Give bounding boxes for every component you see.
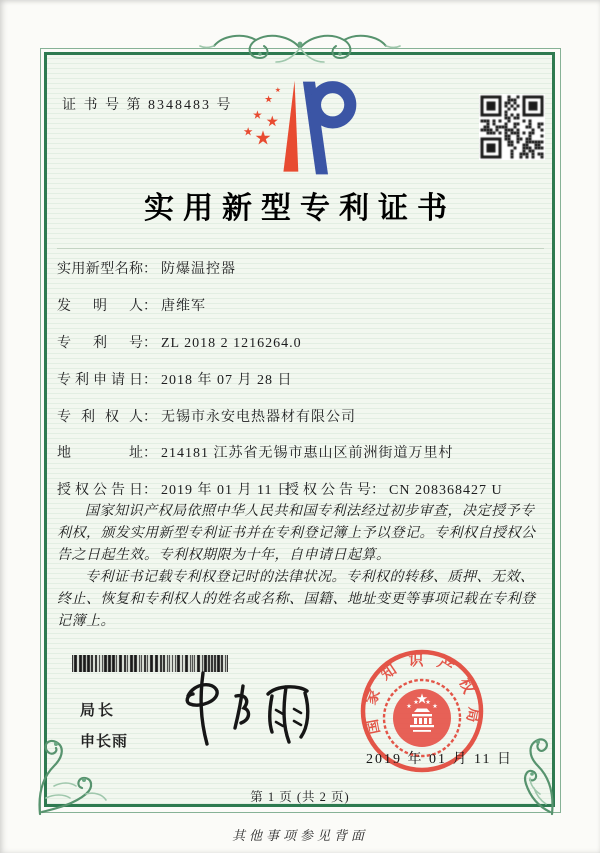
seal-agency-text: 国家知识产权局 [362,652,482,736]
cnipa-logo-icon [237,74,367,182]
field-value: 无锡市永安电热器材有限公司 [161,410,356,425]
certificate-title: 实用新型专利证书 [144,192,456,225]
field-row-address [57,442,544,462]
page-number: 第 1 页 (共 2 页) [250,790,350,804]
colon: ： [143,373,157,388]
field-label: 地址 [57,446,143,461]
field-value: CN 208368427 U [389,483,503,498]
field-value: ZL 2018 2 1216264.0 [161,336,302,351]
qr-code [479,94,545,160]
seal-date: 2019 年 01 月 11 日 [366,752,513,767]
commissioner-name: 申长雨 [80,733,129,750]
field-row-patentee [57,406,544,426]
colon: ： [371,483,385,498]
field-label: 专利权人 [57,410,143,425]
header-divider [57,248,544,249]
field-label: 专利号 [57,336,143,351]
field-row-inventor [57,295,544,315]
signature-icon [172,666,324,752]
field-value: 防爆温控器 [161,262,236,277]
field-value: 2019 年 01 月 11 日 [161,483,292,498]
field-row-type-name [57,258,544,278]
legal-paragraph-2: 专利证书记载专利权登记时的法律状况。专利权的转移、质押、无效、终止、恢复和专利权人的姓名或名称、国籍、地址变更等事项记载在专利登记簿上。 [57,570,536,629]
field-label: 实用新型名称 [57,262,143,277]
colon: ： [143,446,157,461]
field-row-grant [57,479,544,499]
field-label: 专利申请日 [57,373,143,388]
colon: ： [143,483,157,498]
colon: ： [143,336,157,351]
commissioner-title: 局长 [80,702,117,719]
field-value: 214181 江苏省无锡市惠山区前洲街道万里村 [161,446,454,461]
national-emblem-icon [384,680,460,756]
field-value: 唐维军 [161,299,206,314]
field-row-patent-number [57,332,544,352]
field-label: 授权公告号 [285,483,371,498]
field-value: 2018 年 07 月 28 日 [161,373,293,388]
flourish-top-ornament-icon [198,30,402,66]
colon: ： [143,410,157,425]
field-label: 发明人 [57,299,143,314]
legal-text [57,501,544,633]
back-side-note: 其他事项参见背面 [231,828,368,843]
colon: ： [143,299,157,314]
legal-paragraph-1: 国家知识产权局依照中华人民共和国专利法经过初步审查，决定授予专利权，颁发实用新型专利证书并在专利登记簿上予以登记。专利权自授权公告之日起生效。专利权期限为十年，自申请日起算。 [57,504,536,563]
colon: ： [143,262,157,277]
field-row-filing-date [57,369,544,389]
field-label: 授权公告日 [57,483,143,498]
commissioner-block [80,699,128,751]
certificate-number: 证 书 号 第 8348483 号 [62,98,233,113]
